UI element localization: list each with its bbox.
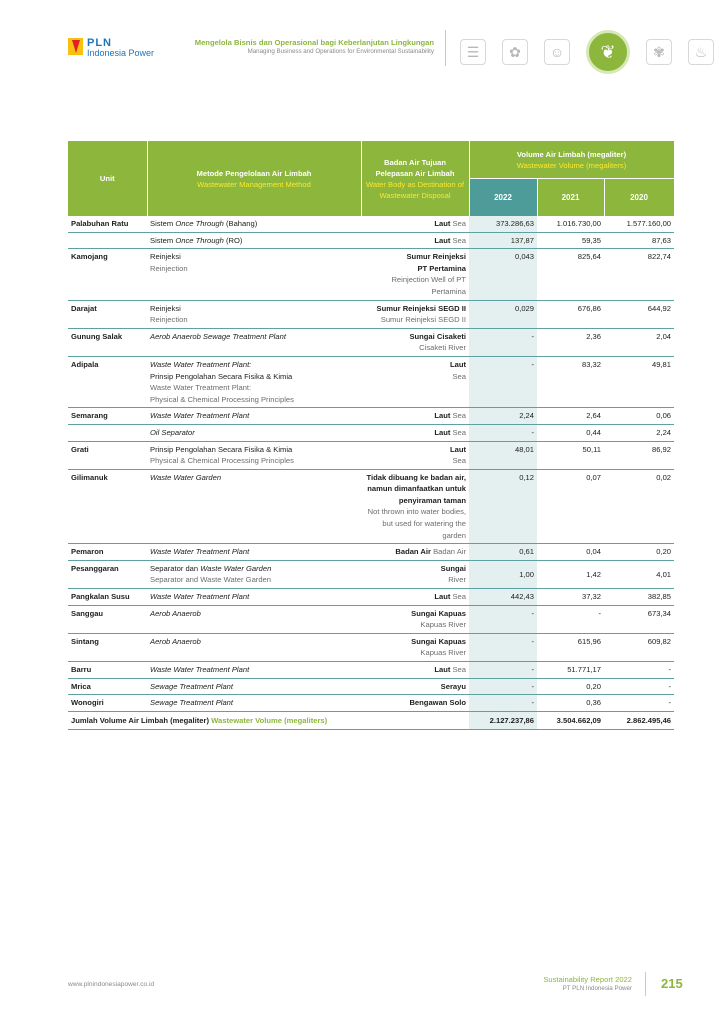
method-cell: Waste Water Treatment Plant: Prinsip Pengolahan Secara Fisika & Kimia Waste Water Treatment Plant: Physical & Chemical Processing Principles: [147, 356, 361, 407]
value-2021: 0,20: [537, 678, 604, 695]
value-2020: 86,92: [604, 441, 674, 469]
value-2022: 1,00: [469, 560, 537, 588]
value-2020: -: [604, 662, 674, 679]
unit-cell: Gunung Salak: [68, 328, 147, 356]
header-year-2021: 2021: [537, 179, 604, 217]
unit-cell: Kamojang: [68, 249, 147, 300]
report-title: Sustainability Report 2022: [543, 975, 632, 984]
value-2021: 51.771,17: [537, 662, 604, 679]
value-2022: -: [469, 424, 537, 441]
total-2020: 2.862.495,46: [604, 711, 674, 730]
table-row: [68, 633, 674, 661]
unit-cell: Pangkalan Susu: [68, 589, 147, 606]
method-cell: Reinjeksi Reinjection: [147, 249, 361, 300]
header-volume: Volume Air Limbah (megaliter) Wastewater Volume (megaliters): [469, 141, 674, 179]
value-2022: -: [469, 662, 537, 679]
value-2020: 4,01: [604, 560, 674, 588]
value-2021: 0,44: [537, 424, 604, 441]
unit-cell: Adipala: [68, 356, 147, 407]
table-row: [68, 695, 674, 712]
table-row: [68, 441, 674, 469]
value-2022: 373.286,63: [469, 216, 537, 232]
hand-leaf-icon[interactable]: ♨: [688, 39, 714, 65]
method-cell: Aerob Anaerob Sewage Treatment Plant: [147, 328, 361, 356]
page-number: 215: [661, 976, 683, 991]
unit-cell: Grati: [68, 441, 147, 469]
unit-cell: Wonogiri: [68, 695, 147, 712]
globe-gear-icon[interactable]: ✿: [502, 39, 528, 65]
website-url: www.plnindonesiapower.co.id: [68, 981, 155, 988]
value-2020: 382,85: [604, 589, 674, 606]
unit-cell: Pemaron: [68, 544, 147, 561]
method-cell: Aerob Anaerob: [147, 633, 361, 661]
logo-subtitle: Indonesia Power: [87, 48, 155, 58]
table-row: [68, 300, 674, 328]
unit-cell: [68, 424, 147, 441]
value-2020: 609,82: [604, 633, 674, 661]
method-cell: Waste Water Treatment Plant: [147, 544, 361, 561]
value-2022: -: [469, 678, 537, 695]
destination-cell: Sungai Cisaketi Cisaketi River: [361, 328, 469, 356]
value-2022: 0,029: [469, 300, 537, 328]
chapter-title-en: Managing Business and Operations for Environmental Sustainability: [247, 48, 434, 55]
value-2022: -: [469, 695, 537, 712]
people-circle-icon[interactable]: ☺: [544, 39, 570, 65]
method-cell: Waste Water Garden: [147, 469, 361, 544]
table-row: [68, 328, 674, 356]
chapter-title-id: Mengelola Bisnis dan Operasional bagi Keberlanjutan Lingkungan: [194, 38, 434, 47]
value-2022: 2,24: [469, 408, 537, 425]
company-name: PT PLN Indonesia Power: [562, 985, 632, 992]
unit-cell: Gilimanuk: [68, 469, 147, 544]
value-2021: 37,32: [537, 589, 604, 606]
value-2021: 1,42: [537, 560, 604, 588]
method-cell: Waste Water Treatment Plant: [147, 408, 361, 425]
value-2021: 1.016.730,00: [537, 216, 604, 232]
header-unit: Unit: [68, 141, 147, 216]
table-row: [68, 560, 674, 588]
value-2022: 0,043: [469, 249, 537, 300]
method-cell: Prinsip Pengolahan Secara Fisika & Kimia Physical & Chemical Processing Principles: [147, 441, 361, 469]
table-row: [68, 356, 674, 407]
value-2021: 825,64: [537, 249, 604, 300]
table-row: [68, 232, 674, 249]
unit-cell: Sanggau: [68, 605, 147, 633]
table-row: [68, 662, 674, 679]
plant-hand-icon[interactable]: ❦: [586, 30, 630, 74]
value-2021: -: [537, 605, 604, 633]
value-2021: 50,11: [537, 441, 604, 469]
method-cell: Aerob Anaerob: [147, 605, 361, 633]
value-2020: 2,24: [604, 424, 674, 441]
destination-cell: Laut Sea: [361, 216, 469, 232]
method-cell: Sewage Treatment Plant: [147, 678, 361, 695]
value-2020: 2,04: [604, 328, 674, 356]
total-row: [68, 711, 674, 730]
total-2021: 3.504.662,09: [537, 711, 604, 730]
value-2020: 0,20: [604, 544, 674, 561]
unit-cell: Semarang: [68, 408, 147, 425]
value-2020: 644,92: [604, 300, 674, 328]
destination-cell: Laut Sea: [361, 441, 469, 469]
value-2020: 87,63: [604, 232, 674, 249]
header-destination: Badan Air Tujuan Pelepasan Air Limbah Water Body as Destination of Wastewater Disposal: [361, 141, 469, 216]
destination-cell: Laut Sea: [361, 356, 469, 407]
unit-cell: Sintang: [68, 633, 147, 661]
value-2021: 615,96: [537, 633, 604, 661]
value-2020: 822,74: [604, 249, 674, 300]
total-label: Jumlah Volume Air Limbah (megaliter) Wastewater Volume (megaliters): [68, 711, 469, 730]
destination-cell: Laut Sea: [361, 424, 469, 441]
destination-cell: Serayu: [361, 678, 469, 695]
header-year-2022: 2022: [469, 179, 537, 217]
destination-cell: Bengawan Solo: [361, 695, 469, 712]
value-2021: 676,86: [537, 300, 604, 328]
unit-cell: Palabuhan Ratu: [68, 216, 147, 232]
table-row: [68, 469, 674, 544]
value-2021: 2,64: [537, 408, 604, 425]
header-year-2020: 2020: [604, 179, 674, 217]
header-method: Metode Pengelolaan Air Limbah Wastewater Management Method: [147, 141, 361, 216]
footer-divider: [645, 972, 646, 996]
destination-cell: Laut Sea: [361, 408, 469, 425]
table-row: [68, 605, 674, 633]
value-2022: -: [469, 328, 537, 356]
destination-cell: Laut Sea: [361, 232, 469, 249]
destination-cell: Tidak dibuang ke badan air, namun dimanfaatkan untuk penyiraman taman Not thrown into water bodies, but used for watering the garden: [361, 469, 469, 544]
unit-cell: [68, 232, 147, 249]
value-2022: -: [469, 633, 537, 661]
value-2021: 0,07: [537, 469, 604, 544]
logo-pln-text: PLN: [87, 37, 112, 49]
value-2020: 1.577.160,00: [604, 216, 674, 232]
method-cell: Reinjeksi Reinjection: [147, 300, 361, 328]
method-cell: Oil Separator: [147, 424, 361, 441]
value-2022: -: [469, 356, 537, 407]
table-row: [68, 249, 674, 300]
table-row: [68, 216, 674, 232]
value-2021: 2,36: [537, 328, 604, 356]
value-2021: 0,04: [537, 544, 604, 561]
header-divider: [445, 30, 446, 66]
value-2020: -: [604, 678, 674, 695]
value-2022: 0,61: [469, 544, 537, 561]
chapter-title: [195, 38, 434, 55]
value-2020: 49,81: [604, 356, 674, 407]
destination-cell: Badan Air Badan Air: [361, 544, 469, 561]
destination-cell: Laut Sea: [361, 589, 469, 606]
value-2022: -: [469, 605, 537, 633]
value-2022: 442,43: [469, 589, 537, 606]
method-cell: Waste Water Treatment Plant: [147, 589, 361, 606]
destination-cell: Sumur Reinjeksi SEGD II Sumur Reinjeksi SEGD II: [361, 300, 469, 328]
method-cell: Sistem Once Through (RO): [147, 232, 361, 249]
document-list-icon[interactable]: ☰: [460, 39, 486, 65]
value-2022: 137,87: [469, 232, 537, 249]
table-row: [68, 424, 674, 441]
destination-cell: Sungai Kapuas Kapuas River: [361, 633, 469, 661]
pln-lightning-icon: [68, 38, 83, 55]
destination-cell: Laut Sea: [361, 662, 469, 679]
value-2021: 0,36: [537, 695, 604, 712]
method-cell: Sewage Treatment Plant: [147, 695, 361, 712]
method-cell: Waste Water Treatment Plant: [147, 662, 361, 679]
table-row: [68, 589, 674, 606]
destination-cell: Sumur Reinjeksi PT Pertamina Reinjection Well of PT Pertamina: [361, 249, 469, 300]
value-2020: -: [604, 695, 674, 712]
value-2020: 0,06: [604, 408, 674, 425]
value-2020: 673,34: [604, 605, 674, 633]
footer-report-info: [543, 975, 632, 992]
value-2020: 0,02: [604, 469, 674, 544]
unit-cell: Pesanggaran: [68, 560, 147, 588]
method-cell: Separator dan Waste Water Garden Separator and Waste Water Garden: [147, 560, 361, 588]
table-row: [68, 408, 674, 425]
total-2022: 2.127.237,86: [469, 711, 537, 730]
value-2021: 83,32: [537, 356, 604, 407]
company-logo: [68, 38, 154, 58]
wastewater-table: [68, 141, 675, 730]
award-ribbon-icon[interactable]: ✾: [646, 39, 672, 65]
chapter-navigation: [452, 30, 722, 74]
value-2022: 48,01: [469, 441, 537, 469]
destination-cell: Sungai River: [361, 560, 469, 588]
destination-cell: Sungai Kapuas Kapuas River: [361, 605, 469, 633]
table-row: [68, 678, 674, 695]
unit-cell: Mrica: [68, 678, 147, 695]
method-cell: Sistem Once Through (Bahang): [147, 216, 361, 232]
table-body: [68, 216, 674, 711]
table-row: [68, 544, 674, 561]
value-2022: 0,12: [469, 469, 537, 544]
unit-cell: Darajat: [68, 300, 147, 328]
value-2021: 59,35: [537, 232, 604, 249]
unit-cell: Barru: [68, 662, 147, 679]
